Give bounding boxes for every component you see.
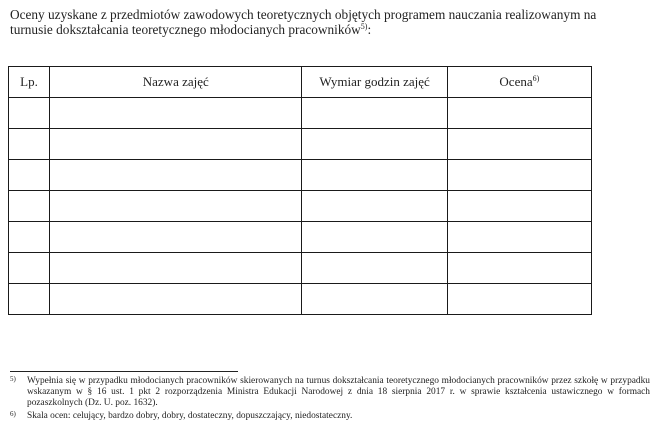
footnote-5-text: Wypełnia się w przypadku młodocianych pracowników skierowanych na turnus dokształcania teoretycznego młodocianych pracowników przez szkołę w przypadku wskazanym w § 16 ust. 1 pkt 2 rozporządzenia Ministra Edukacji Narodowej z dnia 18 sierpnia 2017 r. w sprawie kształcenia ustawicznego w formach pozaszkolnych (Dz. U. poz. 1632). <box>27 376 650 408</box>
cell-hours <box>302 253 447 284</box>
table-row <box>9 160 592 191</box>
cell-hours <box>302 98 447 129</box>
table-row <box>9 253 592 284</box>
cell-lp <box>9 129 50 160</box>
grades-table <box>8 66 592 315</box>
footnote-6 <box>10 411 650 422</box>
intro-footnote-ref: 5) <box>360 22 368 31</box>
header-lp: Lp. <box>9 67 50 98</box>
cell-lp <box>9 253 50 284</box>
cell-lp <box>9 160 50 191</box>
cell-lp <box>9 284 50 315</box>
table-body <box>9 98 592 315</box>
header-grade-footnote-ref: 6) <box>532 74 540 83</box>
cell-hours <box>302 160 447 191</box>
cell-grade <box>447 129 591 160</box>
cell-name <box>50 191 302 222</box>
cell-hours <box>302 129 447 160</box>
footnote-6-text: Skala ocen: celujący, bardzo dobry, dobry, dostateczny, dopuszczający, niedostateczny. <box>27 411 353 421</box>
table-row <box>9 284 592 315</box>
cell-lp <box>9 222 50 253</box>
cell-grade <box>447 253 591 284</box>
cell-name <box>50 129 302 160</box>
cell-grade <box>447 222 591 253</box>
cell-grade <box>447 98 591 129</box>
cell-lp <box>9 98 50 129</box>
cell-grade <box>447 191 591 222</box>
cell-name <box>50 98 302 129</box>
intro-trailing-colon: : <box>367 22 372 37</box>
table-row <box>9 222 592 253</box>
intro-line-1: Oceny uzyskane z przedmiotów zawodowych teoretycznych objętych programem nauczania realizowanym na <box>10 7 597 22</box>
cell-hours <box>302 284 447 315</box>
header-grade <box>447 67 591 98</box>
header-name: Nazwa zajęć <box>50 67 302 98</box>
table-row <box>9 98 592 129</box>
cell-hours <box>302 222 447 253</box>
footnote-5 <box>10 376 650 409</box>
cell-grade <box>447 284 591 315</box>
cell-lp <box>9 191 50 222</box>
header-hours: Wymiar godzin zajęć <box>302 67 447 98</box>
footnote-separator <box>10 371 238 372</box>
intro-line-2: turnusie dokształcania teoretycznego młodocianych pracowników <box>10 22 361 37</box>
table-header-row <box>9 67 592 98</box>
cell-name <box>50 253 302 284</box>
cell-name <box>50 222 302 253</box>
footnote-6-mark: 6) <box>10 410 16 418</box>
intro-paragraph <box>10 7 630 37</box>
cell-name <box>50 284 302 315</box>
cell-grade <box>447 160 591 191</box>
cell-hours <box>302 191 447 222</box>
table-row <box>9 191 592 222</box>
table-row <box>9 129 592 160</box>
header-grade-label: Ocena <box>499 74 533 89</box>
footnote-5-mark: 5) <box>10 375 16 383</box>
cell-name <box>50 160 302 191</box>
